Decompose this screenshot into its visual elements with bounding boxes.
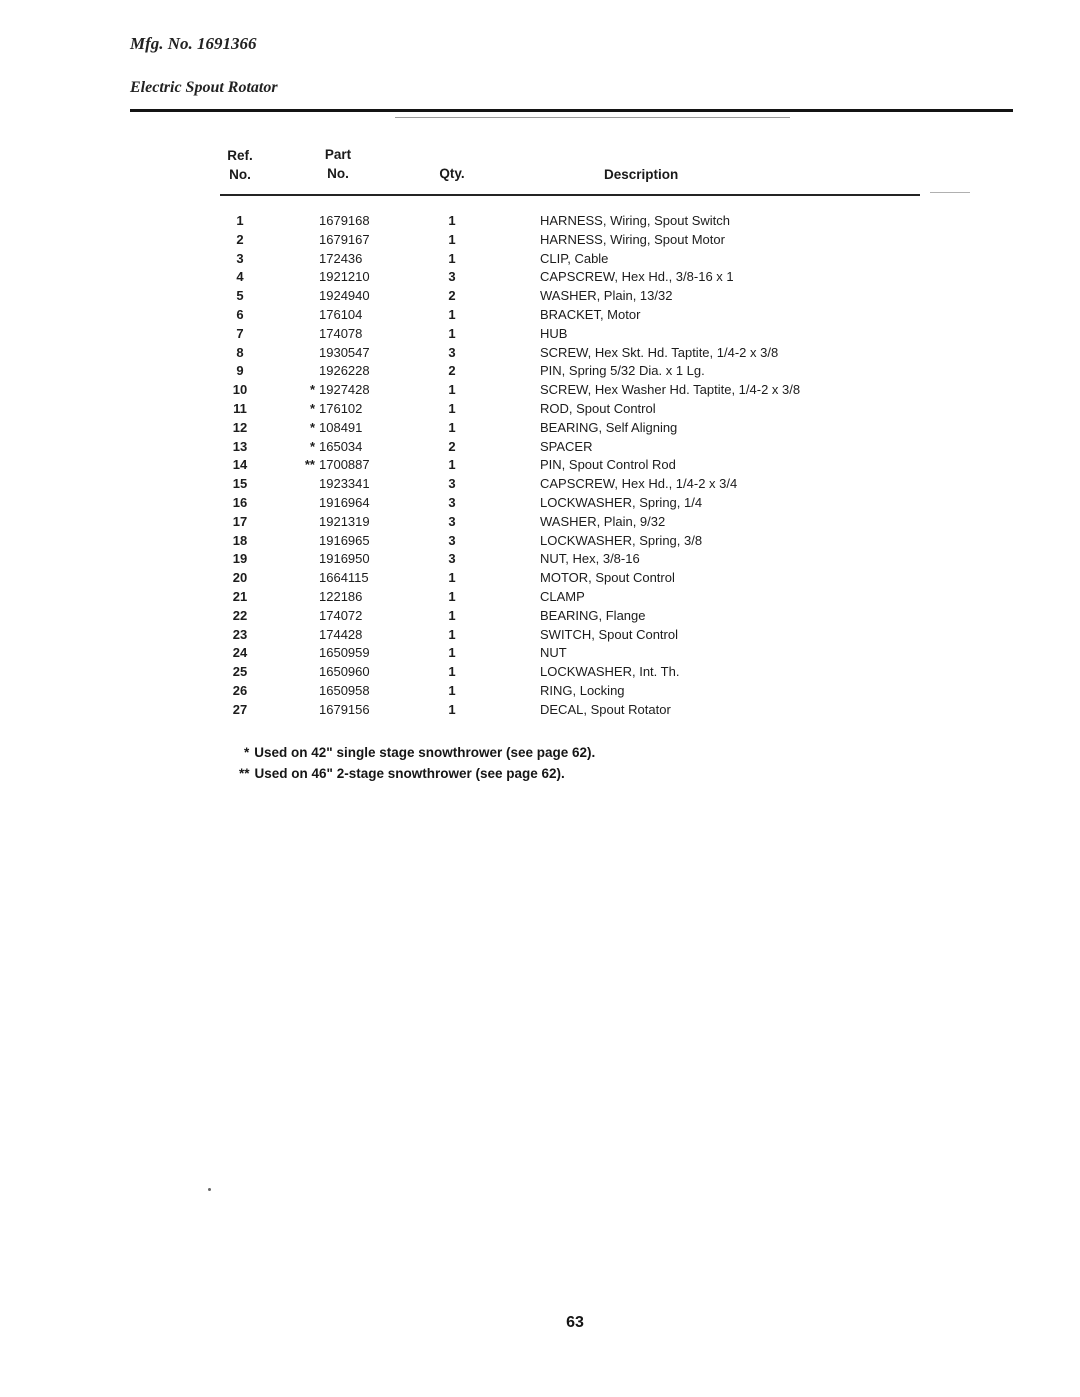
footnote-marker: * xyxy=(244,745,250,760)
table-body xyxy=(0,212,1080,720)
description-cell: RING, Locking xyxy=(540,682,625,698)
table-row xyxy=(0,268,1080,287)
qty-cell: 1 xyxy=(448,570,456,586)
part-number: 1926228 xyxy=(319,363,370,379)
table-row xyxy=(0,362,1080,381)
footnote-marker xyxy=(296,325,319,344)
part-no-cell xyxy=(296,682,370,701)
mfg-number: Mfg. No. 1691366 xyxy=(130,34,257,53)
footnote-marker xyxy=(296,682,319,701)
part-number: 1664115 xyxy=(319,570,369,586)
description-cell: LOCKWASHER, Spring, 3/8 xyxy=(540,532,703,548)
qty-cell: 3 xyxy=(448,513,456,529)
table-row xyxy=(0,682,1080,701)
ref-no-cell: 9 xyxy=(236,363,244,379)
part-no-cell xyxy=(296,532,370,551)
section-title: Electric Spout Rotator xyxy=(130,79,278,96)
table-row xyxy=(0,325,1080,344)
table-row xyxy=(0,644,1080,663)
part-number: 108491 xyxy=(319,419,363,435)
description-cell: LOCKWASHER, Spring, 1/4 xyxy=(540,494,703,510)
table-row xyxy=(0,607,1080,626)
ref-no-cell: 26 xyxy=(232,682,248,698)
ref-no-cell: 4 xyxy=(236,269,244,285)
part-number: 174072 xyxy=(319,607,363,623)
part-number: 174078 xyxy=(319,325,363,341)
description-cell: WASHER, Plain, 9/32 xyxy=(540,513,666,529)
top-rule xyxy=(130,109,1013,112)
ref-no-cell: 5 xyxy=(236,288,244,304)
footnote-marker xyxy=(296,494,319,513)
part-no-cell xyxy=(296,381,370,400)
ref-no-cell: 12 xyxy=(232,419,248,435)
part-number: 1924940 xyxy=(319,288,370,304)
footnote-marker xyxy=(296,212,319,231)
footnote-marker xyxy=(296,287,319,306)
table-row xyxy=(0,344,1080,363)
footnote-marker: * xyxy=(309,438,315,454)
part-number: 1916950 xyxy=(319,551,370,567)
description-cell: SCREW, Hex Skt. Hd. Taptite, 1/4-2 x 3/8 xyxy=(540,344,779,360)
part-number: 1916965 xyxy=(319,532,370,548)
description-cell: CAPSCREW, Hex Hd., 3/8-16 x 1 xyxy=(540,269,734,285)
footnote-marker xyxy=(296,644,319,663)
part-no-cell xyxy=(296,344,370,363)
ref-no-cell: 11 xyxy=(233,400,247,416)
qty-cell: 1 xyxy=(448,419,456,435)
part-no-cell xyxy=(296,494,370,513)
description-cell: CLAMP xyxy=(540,588,585,604)
description-cell: BEARING, Flange xyxy=(540,607,646,623)
footnote-marker xyxy=(296,231,319,250)
qty-cell: 1 xyxy=(448,213,456,228)
description-cell: SWITCH, Spout Control xyxy=(540,626,678,642)
ref-no-cell: 22 xyxy=(232,607,248,623)
qty-cell: 1 xyxy=(448,645,456,661)
ref-no-cell: 6 xyxy=(236,306,244,322)
qty-cell: 1 xyxy=(448,231,456,247)
footnote-single-stage xyxy=(244,745,595,760)
description-cell: MOTOR, Spout Control xyxy=(540,570,675,586)
description-cell: HARNESS, Wiring, Spout Motor xyxy=(540,231,725,247)
table-row xyxy=(0,231,1080,250)
part-number: 1921319 xyxy=(319,513,370,529)
scan-speck xyxy=(208,1188,211,1191)
table-row xyxy=(0,438,1080,457)
footnote-marker: ** xyxy=(239,766,250,781)
part-no-cell xyxy=(296,550,370,569)
description-cell: BRACKET, Motor xyxy=(540,306,641,322)
footnote-marker xyxy=(296,306,319,325)
qty-cell: 1 xyxy=(448,400,456,416)
col-header-ref-no xyxy=(220,146,260,184)
footnote-text: Used on 42" single stage snowthrower (see page 62). xyxy=(254,745,596,760)
footnote-marker xyxy=(296,663,319,682)
table-row xyxy=(0,532,1080,551)
footnote-two-stage xyxy=(239,766,565,781)
col-header-part-no xyxy=(316,145,360,183)
part-number: 165034 xyxy=(319,438,363,454)
part-number: 1650960 xyxy=(319,664,370,680)
ref-no-cell: 19 xyxy=(232,551,248,567)
description-cell: NUT, Hex, 3/8-16 xyxy=(540,551,640,567)
ref-no-cell: 17 xyxy=(232,513,248,529)
table-row xyxy=(0,400,1080,419)
header-line: Ref. xyxy=(227,148,253,163)
qty-cell: 3 xyxy=(448,494,456,510)
ref-no-cell: 23 xyxy=(232,626,248,642)
table-row xyxy=(0,550,1080,569)
part-no-cell xyxy=(296,325,362,344)
ref-no-cell: 25 xyxy=(232,664,248,680)
qty-cell: 1 xyxy=(448,588,456,604)
part-number: 1650958 xyxy=(319,682,370,698)
ref-no-cell: 13 xyxy=(232,438,248,454)
part-number: 172436 xyxy=(319,250,363,266)
description-cell: CAPSCREW, Hex Hd., 1/4-2 x 3/4 xyxy=(540,476,738,492)
footnote-marker xyxy=(296,344,319,363)
header-line: No. xyxy=(229,167,251,182)
ref-no-cell: 1 xyxy=(236,213,244,228)
qty-cell: 3 xyxy=(448,476,456,492)
description-cell: BEARING, Self Aligning xyxy=(540,419,678,435)
ref-no-cell: 20 xyxy=(232,570,248,586)
table-row xyxy=(0,494,1080,513)
footnote-marker xyxy=(296,513,319,532)
footnote-marker xyxy=(296,362,319,381)
table-row xyxy=(0,626,1080,645)
footnote-marker xyxy=(296,250,319,269)
qty-cell: 2 xyxy=(448,438,456,454)
header-rule xyxy=(220,194,920,196)
qty-cell: 1 xyxy=(448,457,456,473)
part-no-cell xyxy=(296,475,370,494)
qty-cell: 2 xyxy=(448,363,456,379)
ref-no-cell: 16 xyxy=(232,494,248,510)
part-number: 1679156 xyxy=(319,701,370,717)
footnote-marker xyxy=(296,626,319,645)
col-header-qty: Qty. xyxy=(439,166,465,181)
part-no-cell xyxy=(296,250,362,269)
header-line: No. xyxy=(327,166,349,181)
table-row xyxy=(0,250,1080,269)
part-number: 1679167 xyxy=(319,231,370,247)
part-number: 1930547 xyxy=(319,344,370,360)
part-number: 176102 xyxy=(319,400,363,416)
footnote-marker xyxy=(296,569,319,588)
part-number: 174428 xyxy=(319,626,363,642)
ref-no-cell: 7 xyxy=(236,325,244,341)
part-no-cell xyxy=(296,362,370,381)
qty-cell: 1 xyxy=(448,382,456,398)
part-no-cell xyxy=(296,626,362,645)
ref-no-cell: 14 xyxy=(232,457,248,473)
description-cell: PIN, Spout Control Rod xyxy=(540,457,676,473)
table-row xyxy=(0,475,1080,494)
description-cell: WASHER, Plain, 13/32 xyxy=(540,288,673,304)
qty-cell: 1 xyxy=(448,325,456,341)
part-no-cell xyxy=(296,701,370,720)
part-no-cell xyxy=(296,663,370,682)
qty-cell: 3 xyxy=(448,551,456,567)
description-cell: SPACER xyxy=(540,438,593,454)
qty-cell: 3 xyxy=(448,269,456,285)
part-no-cell xyxy=(296,644,370,663)
ref-no-cell: 8 xyxy=(236,344,244,360)
table-row xyxy=(0,513,1080,532)
footnote-marker: * xyxy=(309,382,315,398)
table-row xyxy=(0,456,1080,475)
footnote-marker: * xyxy=(309,419,315,435)
part-no-cell xyxy=(296,212,370,231)
part-no-cell xyxy=(296,569,369,588)
part-no-cell xyxy=(296,231,370,250)
footnote-marker: * xyxy=(309,400,315,416)
part-number: 1927428 xyxy=(319,382,370,398)
qty-cell: 1 xyxy=(448,626,456,642)
qty-cell: 2 xyxy=(448,288,456,304)
part-number: 1921210 xyxy=(319,269,370,285)
part-no-cell xyxy=(296,287,370,306)
part-number: 1916964 xyxy=(319,494,370,510)
description-cell: CLIP, Cable xyxy=(540,250,609,266)
ref-no-cell: 3 xyxy=(236,250,244,266)
table-row xyxy=(0,569,1080,588)
part-number: 1650959 xyxy=(319,645,370,661)
description-cell: HARNESS, Wiring, Spout Switch xyxy=(540,213,731,228)
description-cell: ROD, Spout Control xyxy=(540,400,656,416)
table-row xyxy=(0,212,1080,231)
part-no-cell xyxy=(296,419,362,438)
ref-no-cell: 18 xyxy=(232,532,248,548)
part-no-cell xyxy=(296,268,370,287)
ref-no-cell: 15 xyxy=(232,476,248,492)
footnote-marker xyxy=(296,532,319,551)
footnote-marker: ** xyxy=(304,457,315,473)
footnote-text: Used on 46" 2-stage snowthrower (see page 62). xyxy=(254,766,565,781)
part-no-cell xyxy=(296,306,362,325)
page-number: 63 xyxy=(566,1314,584,1331)
scan-artifact-dash xyxy=(930,192,970,193)
part-no-cell xyxy=(296,438,362,457)
part-no-cell xyxy=(296,607,362,626)
qty-cell: 1 xyxy=(448,701,456,717)
qty-cell: 1 xyxy=(448,250,456,266)
description-cell: SCREW, Hex Washer Hd. Taptite, 1/4-2 x 3/8 xyxy=(540,382,801,398)
ref-no-cell: 10 xyxy=(232,382,248,398)
qty-cell: 3 xyxy=(448,344,456,360)
footnote-marker xyxy=(296,475,319,494)
part-no-cell xyxy=(296,513,370,532)
part-number: 176104 xyxy=(319,306,363,322)
qty-cell: 1 xyxy=(448,607,456,623)
ref-no-cell: 2 xyxy=(236,231,244,247)
qty-cell: 1 xyxy=(448,306,456,322)
table-row xyxy=(0,419,1080,438)
description-cell: LOCKWASHER, Int. Th. xyxy=(540,664,680,680)
footnote-marker xyxy=(296,588,319,607)
table-row xyxy=(0,381,1080,400)
scan-artifact-line xyxy=(395,117,790,118)
ref-no-cell: 27 xyxy=(232,701,248,717)
part-number: 122186 xyxy=(319,588,363,604)
qty-cell: 1 xyxy=(448,664,456,680)
ref-no-cell: 24 xyxy=(232,645,248,661)
qty-cell: 1 xyxy=(448,682,456,698)
part-no-cell xyxy=(296,400,362,419)
table-row xyxy=(0,306,1080,325)
description-cell: HUB xyxy=(540,325,568,341)
ref-no-cell: 21 xyxy=(232,588,248,604)
footnote-marker xyxy=(296,268,319,287)
table-row xyxy=(0,663,1080,682)
footnote-marker xyxy=(296,607,319,626)
part-number: 1700887 xyxy=(319,457,370,473)
footnote-marker xyxy=(296,550,319,569)
part-number: 1923341 xyxy=(319,476,370,492)
part-number: 1679168 xyxy=(319,213,370,228)
description-cell: NUT xyxy=(540,645,567,661)
qty-cell: 3 xyxy=(448,532,456,548)
part-no-cell xyxy=(296,456,370,475)
footnote-marker xyxy=(296,701,319,720)
table-row xyxy=(0,588,1080,607)
part-no-cell xyxy=(296,588,362,607)
description-cell: DECAL, Spout Rotator xyxy=(540,701,671,717)
table-row xyxy=(0,701,1080,720)
table-row xyxy=(0,287,1080,306)
col-header-description: Description xyxy=(604,167,679,182)
description-cell: PIN, Spring 5/32 Dia. x 1 Lg. xyxy=(540,363,705,379)
header-line: Part xyxy=(324,147,352,162)
